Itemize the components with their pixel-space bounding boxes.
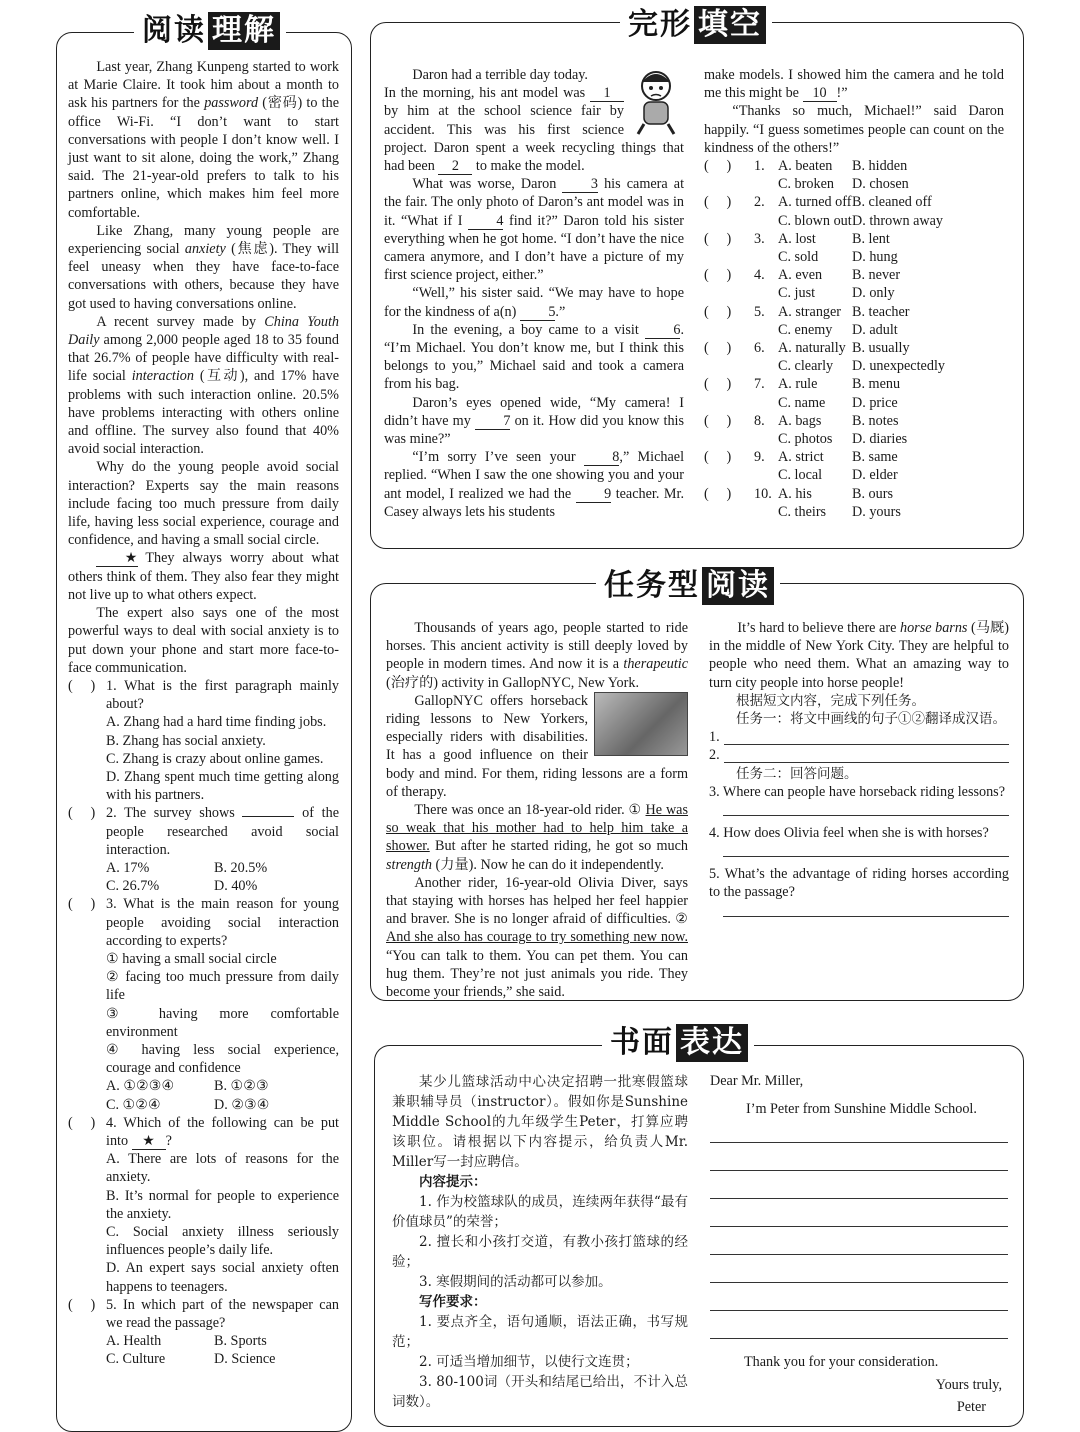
underlined-sentence-2: And she also has courage to try something new now. xyxy=(386,929,688,946)
cloze-option-a[interactable]: A. even xyxy=(778,267,823,284)
cloze-option-b[interactable]: B. teacher xyxy=(852,303,910,320)
cloze-option-c[interactable]: C. broken xyxy=(778,176,834,193)
cloze-option-c[interactable]: C. sold xyxy=(778,249,819,266)
cloze-option-row xyxy=(704,266,1004,284)
letter-writing-line[interactable] xyxy=(710,1283,1008,1311)
cloze-option-row xyxy=(704,157,1004,175)
letter-opening: I’m Peter from Sunshine Middle School. xyxy=(746,1101,977,1118)
cloze-option-d[interactable]: D. yours xyxy=(852,503,901,520)
reading-question-1: ( ) 1. What is the first paragraph mainly about? A. Zhang had a hard time finding jobs. B. Zhang has social anxiety. C. Zhang is crazy about online games. D. Zhang spent much time getting along with his partners. xyxy=(68,677,339,804)
cloze-option-a[interactable]: A. his xyxy=(778,485,812,502)
reading-q2-option[interactable]: C. 26.7% xyxy=(106,878,160,895)
writing-prompt: 某少儿篮球活动中心决定招聘一批寒假篮球兼职辅导员（instructor）。假如你是Sunshine Middle School的九年级学生Peter，打算应聘该职位。请根据以下内容提示，给负责人Mr. Miller写一封应聘信。 内容提示： 1. 作为校篮球队的成员，连续两年获得“最有价值球员”的荣誉； 2. 擅长和小孩打交道，有教小孩打篮球的经验； 3. 寒假期间的活动都可以参加。 写作要求： 1. 要点齐全，语句通顺，语法正确，书写规范； 2. 可适当增加细节，以使行文连贯； 3. 80-100词（开头和结尾已给出，不计入总词数）。 xyxy=(392,1074,688,1410)
reading-q1-option[interactable]: A. Zhang had a hard time finding jobs. xyxy=(106,714,327,731)
cloze-options-list xyxy=(704,157,1004,521)
cloze-option-c[interactable]: C. blown out xyxy=(778,212,852,229)
cloze-option-a[interactable]: A. turned off xyxy=(778,194,852,211)
cloze-blank-5[interactable]: 5 xyxy=(520,305,555,321)
cloze-option-row xyxy=(704,430,1004,448)
reading-q4-option[interactable]: C. Social anxiety illness seriously influences people’s daily life. xyxy=(106,1224,339,1259)
reading-q5-options xyxy=(68,1332,339,1368)
cloze-option-row xyxy=(704,503,1004,521)
cloze-option-row xyxy=(704,375,1004,393)
horse-riding-photo xyxy=(594,692,688,756)
cloze-option-row xyxy=(704,448,1004,466)
cloze-option-a[interactable]: A. beaten xyxy=(778,158,833,175)
cloze-option-a[interactable]: A. stranger xyxy=(778,303,842,320)
cloze-option-row xyxy=(704,230,1004,248)
answer-paren: ( ) xyxy=(704,376,732,393)
cloze-blank-6[interactable]: 6 xyxy=(645,323,680,339)
answer-paren: ( ) xyxy=(704,194,732,211)
reading-question-5: ( ) 5. In which part of the newspaper can we read the passage? xyxy=(68,1296,339,1332)
question-number: 10. xyxy=(754,485,772,502)
reading-section-title: 阅读 理解 xyxy=(134,12,286,50)
letter-signature: Peter xyxy=(956,1398,986,1415)
question-number: 5. xyxy=(754,303,765,320)
letter-writing-line[interactable] xyxy=(710,1143,1008,1171)
cloze-option-row xyxy=(704,212,1004,230)
cloze-option-row xyxy=(704,394,1004,412)
answer-line-q5[interactable] xyxy=(723,902,1009,917)
answer-paren: ( ) xyxy=(704,230,732,247)
answer-paren: ( ) xyxy=(704,485,732,502)
cloze-option-c[interactable]: C. clearly xyxy=(778,358,834,375)
letter-writing-line[interactable] xyxy=(710,1311,1008,1339)
cloze-option-b[interactable]: B. same xyxy=(852,449,898,466)
cloze-option-a[interactable]: A. strict xyxy=(778,449,824,466)
letter-writing-line[interactable] xyxy=(710,1118,1008,1143)
cloze-option-row xyxy=(704,284,1004,302)
question-number: 9. xyxy=(754,449,765,466)
question-number: 2. xyxy=(754,194,765,211)
cloze-option-a[interactable]: A. bags xyxy=(778,412,822,429)
cloze-option-row xyxy=(704,175,1004,193)
reading-q4-option[interactable]: B. It’s normal for people to experience the anxiety. xyxy=(106,1187,339,1222)
cloze-passage: Daron had a terrible day today. In the morning, his ant model was 1 by him at the school science fair by accident. This was his first science project. Daron spent a week recycling things that had been 2 to make the model. What was worse, Daron 3 his camera at the fair. The only photo of Daron’s ant model was in it. “What if I 4 find it?” Daron told his sister everything when he got home. “I don’t have the nice camera anymore, and I don’t have a picture of my first science project, either.” “Well,” his sister said. “We may have to hope for the kindness of a(n) 5.” In the evening, a boy came to a visit 6. “I’m Michael. You don’t know me, but I think this belongs to you,” Michael said and took a camera from his bag. Daron’s eyes opened wide, “My camera! I didn’t have my 7 on it. How did you know this was mine?” “I’m sorry I’ve seen your 8,” Michael replied. “When I saw the one showing you and your ant model, I realized we had the 9 teacher. Mr. Casey always lets his students xyxy=(384,67,685,520)
cloze-section-title: 完形 填空 xyxy=(620,6,772,44)
reading-q3-option[interactable]: A. ①②③④ xyxy=(106,1078,175,1095)
letter-writing-line[interactable] xyxy=(710,1199,1008,1227)
cloze-blank-2[interactable]: 2 xyxy=(438,159,472,175)
task-section-title: 任务型 阅读 xyxy=(596,567,780,605)
reading-q5-option[interactable]: D. Science xyxy=(214,1351,276,1368)
question-number: 7. xyxy=(754,376,765,393)
reading-q4-option[interactable]: A. There are lots of reasons for the anxiety. xyxy=(106,1151,339,1186)
answer-paren: ( ) xyxy=(704,303,732,320)
cloze-blank-1[interactable]: 1 xyxy=(590,86,624,102)
cloze-option-d[interactable]: D. thrown away xyxy=(852,212,944,229)
cloze-option-b[interactable]: B. never xyxy=(852,267,901,284)
question-number: 8. xyxy=(754,412,765,429)
reading-q2-options xyxy=(68,859,339,895)
reading-q5-option[interactable]: B. Sports xyxy=(214,1333,267,1350)
cloze-option-b[interactable]: B. notes xyxy=(852,412,899,429)
cloze-option-d[interactable]: D. hung xyxy=(852,249,898,266)
cloze-option-c[interactable]: C. enemy xyxy=(778,321,833,338)
cloze-blank-3[interactable]: 3 xyxy=(562,177,597,193)
cloze-option-b[interactable]: B. menu xyxy=(852,376,901,393)
cloze-option-a[interactable]: A. lost xyxy=(778,230,816,247)
reading-question-2: ( ) 2. The survey shows of the people researched avoid social interaction. xyxy=(68,805,340,858)
answer-paren: ( ) xyxy=(704,158,732,175)
reading-q2-option[interactable]: D. 40% xyxy=(214,878,258,895)
cloze-option-c[interactable]: C. just xyxy=(778,285,816,302)
letter-writing-line[interactable] xyxy=(710,1171,1008,1199)
cloze-option-c[interactable]: C. local xyxy=(778,467,823,484)
cloze-option-row xyxy=(704,466,1004,484)
cloze-passage-continued: make models. I showed him the camera and he told me this might be 10 !” “Thanks so much, Michael!” said Daron happily. “I guess sometimes people can count on the kindness of the others!” ( ) 1. A. beaten B. hidden C. broken D. chosen ( ) 2. A. turned off B. cleaned off C. blown out D. thrown away ( ) 3. A. lost B. lent C. sold D. hung ( ) 4. A. even B. never C. just D. only ( ) 5. A. stranger B. teacher C. enemy D. adult ( ) 6. A. naturally B. usually C. clearly D. unexpectedly ( ) 7. A. rule B. menu C. name D. price ( ) 8. A. bags B. notes C. photos D. diaries ( ) 9. A. strict B. same C. local D. elder ( ) 10. A. his B. ours C. theirs D. yours xyxy=(704,67,1004,520)
reading-q5-option[interactable]: A. Health xyxy=(106,1333,162,1350)
task-passage: Thousands of years ago, people started to ride horses. This ancient activity is still deeply loved by people in modern times. And now it is a therapeutic (治疗的) activity in GallopNYC, New York. GallopNYC offers horseback riding lessons to New Yorkers, especially riders with disabilities. It has a good influence on their body and mind. For them, riding lessons are a form of therapy. There was once an 18-year-old rider. ① He was so weak that his mother had to help him take a shower. But after he started riding, he got so much strength (力量). Now he can do it independently. Another rider, 16-year-old Olivia Diver, says that staying with horses has helped her feel happier and braver. She is no longer afraid of difficulties. ② And she also has courage to try something new now. “You can talk to them. You can pet them. You can hug them. They’re not just animals you ride. They become your friends,” she said. xyxy=(386,620,689,1001)
cloze-option-row xyxy=(704,248,1004,266)
cloze-option-row xyxy=(704,357,1004,375)
cloze-option-a[interactable]: A. rule xyxy=(778,376,818,393)
answer-line-q4[interactable] xyxy=(723,842,1009,857)
cloze-option-d[interactable]: D. diaries xyxy=(852,431,908,448)
reading-q1-option[interactable]: B. Zhang has social anxiety. xyxy=(106,732,266,749)
letter-template xyxy=(710,1072,1008,1416)
question-number: 4. xyxy=(754,267,765,284)
cloze-option-d[interactable]: D. adult xyxy=(852,321,898,338)
cloze-option-b[interactable]: B. ours xyxy=(852,485,893,502)
translation-answer-line-1[interactable] xyxy=(724,728,1009,745)
cloze-option-row xyxy=(704,193,1004,211)
cloze-option-row xyxy=(704,339,1004,357)
task-passage-continued: It’s hard to believe there are horse barns (马厩) in the middle of New York City. They are helpful to people who need them. What an amazing way to turn city people into horse people! 根据短文内容，完成下列任务。 任务一：将文中画线的句子①②翻译成汉语。 1. 2. 任务二：回答问题。 3. Where can people have horseback riding lessons? 4. How does Olivia feel when she is with horses? 5. What’s the advantage of riding horses according to the passage? xyxy=(709,619,1009,917)
reading-q1-option[interactable]: C. Zhang is crazy about online games. xyxy=(106,750,324,767)
letter-closing: Thank you for your consideration. xyxy=(744,1354,939,1371)
boy-cartoon-icon xyxy=(628,66,684,136)
cloze-option-d[interactable]: D. price xyxy=(852,394,898,411)
answer-paren: ( ) xyxy=(704,412,732,429)
cloze-option-c[interactable]: C. name xyxy=(778,394,826,411)
cloze-option-row xyxy=(704,485,1004,503)
cloze-option-d[interactable]: D. elder xyxy=(852,467,898,484)
cloze-option-b[interactable]: B. lent xyxy=(852,230,890,247)
cloze-option-row xyxy=(704,303,1004,321)
question-number: 1. xyxy=(754,158,765,175)
cloze-blank-7[interactable]: 7 xyxy=(475,414,510,430)
cloze-option-d[interactable]: D. only xyxy=(852,285,895,302)
cloze-blank-9[interactable]: 9 xyxy=(576,487,611,503)
reading-q3-option[interactable]: D. ②③④ xyxy=(214,1096,270,1113)
reading-question-3: ( ) 3. What is the main reason for young people avoiding social interaction according to experts? ① having a small social circle ② facing too much pressure from daily life ③ having more comfortable environment ④ having less social experience, courage and confidence xyxy=(68,896,339,1077)
reading-q3-option[interactable]: C. ①②④ xyxy=(106,1096,161,1113)
reading-q3-option[interactable]: B. ①②③ xyxy=(214,1078,269,1095)
reading-q2-option[interactable]: A. 17% xyxy=(106,859,150,876)
reading-q1-option[interactable]: D. Zhang spent much time getting along with his partners. xyxy=(106,768,339,804)
underlined-sentence-1: He was so weak that his mother had to help him take a shower. xyxy=(386,802,689,855)
cloze-option-row xyxy=(704,412,1004,430)
letter-writing-line[interactable] xyxy=(710,1227,1008,1255)
reading-q3-options xyxy=(68,1077,339,1113)
cloze-blank-8[interactable]: 8 xyxy=(584,450,619,466)
cloze-option-d[interactable]: D. unexpectedly xyxy=(852,358,945,375)
letter-signoff: Yours truly, xyxy=(935,1376,1002,1393)
reading-q5-option[interactable]: C. Culture xyxy=(106,1351,166,1368)
cloze-option-b[interactable]: B. cleaned off xyxy=(852,194,932,211)
cloze-blank-10[interactable]: 10 xyxy=(803,86,837,102)
question-number: 6. xyxy=(754,340,765,357)
reading-passage: Last year, Zhang Kunpeng started to work at Marie Claire. It took him about a month to ask his partners for the password (密码) to the office Wi-Fi. “I don’t want to start conversations with people I don’t know well. I just want to sit alone, doing the work,” Zhang said. The 21-year-old prefers to talk to his partners online, which makes him feel more comfortable. Like Zhang, many young people are experiencing social anxiety (焦虑). They will feel uneasy when they have face-to-face conversations with others, because they have got used to having conversations online. A recent survey made by China Youth Daily among 2,000 people aged 18 to 35 found that 26.7% of people have difficulty with real-life social interaction (互动), and 17% have problems with such interaction online. 20.5% have problems interacting with others online and offline. The survey also found that 40% avoid social interaction. Why do the young people avoid social interaction? Experts say the main reasons include facing too much pressure from daily life, having less social experience, courage and confidence, and having a small social circle. ★ They always worry about what others think of them. They also fear they might not live up to what others expect. The expert also says one of the most powerful ways to deal with social anxiety is to put down your phone and start more face-to-face communication. ( ) 1. What is the first paragraph mainly about? A. Zhang had a hard time finding jobs. B. Zhang has social anxiety. C. Zhang is crazy about online games. D. Zhang spent much time getting along with his partners. ( ) 2. The survey shows of the people researched avoid social interaction. A. 17% B. 20.5% C. 26.7% D. 40% ( ) 3. What is the main reason for young people avoiding social interaction according to experts? ① having a small social circle ② facing too much pressure from daily life ③ having more comfortable environment ④ having less social experience, courage and confidence A. ①②③④ B. ①②③ C. ①②④ D. ②③④ ( ) 4. Which of the following can be put into ★ ? A. There are lots of reasons for the anxiety. B. It’s normal for people to experience the anxiety. C. Social anxiety illness seriously influences people’s daily life. D. An expert says social anxiety often happens to teenagers. ( ) 5. In which part of the newspaper can we read the passage? A. Health B. Sports C. Culture D. Science xyxy=(68,59,340,1368)
reading-q2-option[interactable]: B. 20.5% xyxy=(214,859,268,876)
answer-paren: ( ) xyxy=(704,340,732,357)
answer-line-q3[interactable] xyxy=(723,801,1009,816)
answer-paren: ( ) xyxy=(704,267,732,284)
translation-answer-line-2[interactable] xyxy=(724,746,1009,763)
cloze-option-row xyxy=(704,321,1004,339)
writing-section-title: 书面 表达 xyxy=(602,1024,754,1062)
reading-q4-option[interactable]: D. An expert says social anxiety often happens to teenagers. xyxy=(106,1260,339,1295)
letter-salutation: Dear Mr. Miller, xyxy=(710,1073,804,1089)
cloze-option-b[interactable]: B. hidden xyxy=(852,158,908,175)
letter-writing-line[interactable] xyxy=(710,1255,1008,1283)
reading-question-4: ( ) 4. Which of the following can be put into ★ ? A. There are lots of reasons for the anxiety. B. It’s normal for people to experience the anxiety. C. Social anxiety illness seriously influences people’s daily life. D. An expert says social anxiety often happens to teenagers. xyxy=(68,1114,339,1295)
cloze-blank-4[interactable]: 4 xyxy=(468,214,503,230)
cloze-option-a[interactable]: A. naturally xyxy=(778,340,846,357)
answer-paren: ( ) xyxy=(704,449,732,466)
cloze-option-b[interactable]: B. usually xyxy=(852,340,910,357)
cloze-option-c[interactable]: C. photos xyxy=(778,431,833,448)
cloze-option-d[interactable]: D. chosen xyxy=(852,176,909,193)
cloze-option-c[interactable]: C. theirs xyxy=(778,503,827,520)
question-number: 3. xyxy=(754,230,765,247)
